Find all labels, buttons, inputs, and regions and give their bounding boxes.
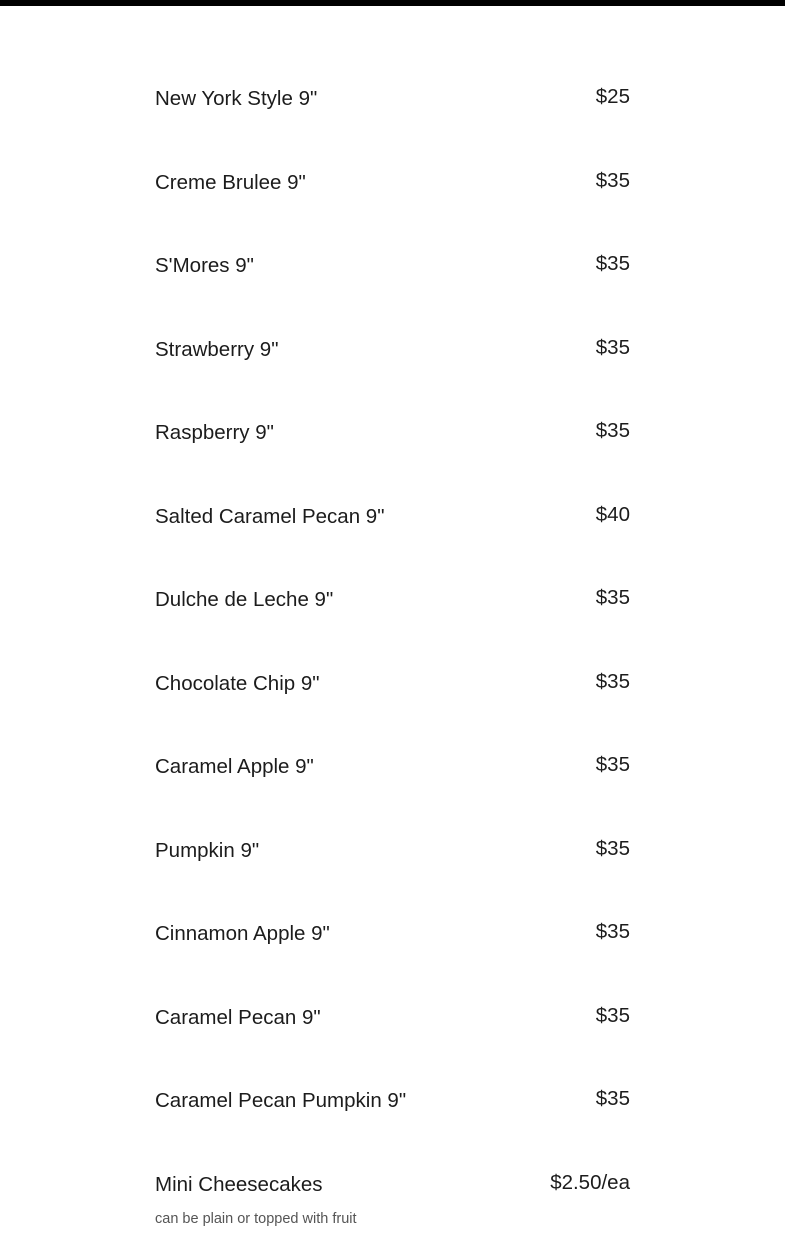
menu-item (155, 253, 630, 313)
menu-item (155, 86, 630, 146)
item-price: $35 (595, 1087, 630, 1110)
top-bar (0, 0, 785, 6)
item-name: Raspberry 9" (155, 421, 274, 444)
item-price: $35 (595, 753, 630, 776)
item-name: Caramel Pecan 9" (155, 1006, 321, 1029)
item-name: Dulche de Leche 9" (155, 588, 334, 611)
menu-item (155, 1005, 630, 1065)
item-price: $35 (595, 837, 630, 860)
item-name: Caramel Apple 9" (155, 755, 314, 778)
menu-item (155, 504, 630, 564)
menu-item (155, 587, 630, 647)
item-name: Caramel Pecan Pumpkin 9" (155, 1089, 407, 1112)
item-name: Creme Brulee 9" (155, 171, 306, 194)
item-price: $35 (595, 586, 630, 609)
item-name: Pumpkin 9" (155, 839, 260, 862)
menu-item (155, 170, 630, 230)
item-name: New York Style 9" (155, 87, 318, 110)
menu-item (155, 1172, 630, 1232)
menu-item (155, 337, 630, 397)
item-price: $40 (595, 503, 630, 526)
item-name: Mini Cheesecakes (155, 1173, 323, 1196)
item-price: $2.50/ea (550, 1171, 630, 1194)
item-price: $35 (595, 1004, 630, 1027)
menu-item (155, 1088, 630, 1148)
item-price: $35 (595, 920, 630, 943)
item-price: $35 (595, 336, 630, 359)
item-price: $35 (595, 252, 630, 275)
item-name: Cinnamon Apple 9" (155, 922, 330, 945)
item-name: S'Mores 9" (155, 254, 254, 277)
menu-item (155, 671, 630, 731)
item-description: can be plain or topped with fruit (155, 1211, 357, 1227)
item-price: $35 (595, 419, 630, 442)
menu-item (155, 754, 630, 814)
item-price: $25 (595, 85, 630, 108)
item-name: Salted Caramel Pecan 9" (155, 505, 385, 528)
item-price: $35 (595, 670, 630, 693)
menu-item (155, 921, 630, 981)
item-price: $35 (595, 169, 630, 192)
item-name: Strawberry 9" (155, 338, 279, 361)
menu-item (155, 838, 630, 898)
item-name: Chocolate Chip 9" (155, 672, 320, 695)
menu-item (155, 420, 630, 480)
